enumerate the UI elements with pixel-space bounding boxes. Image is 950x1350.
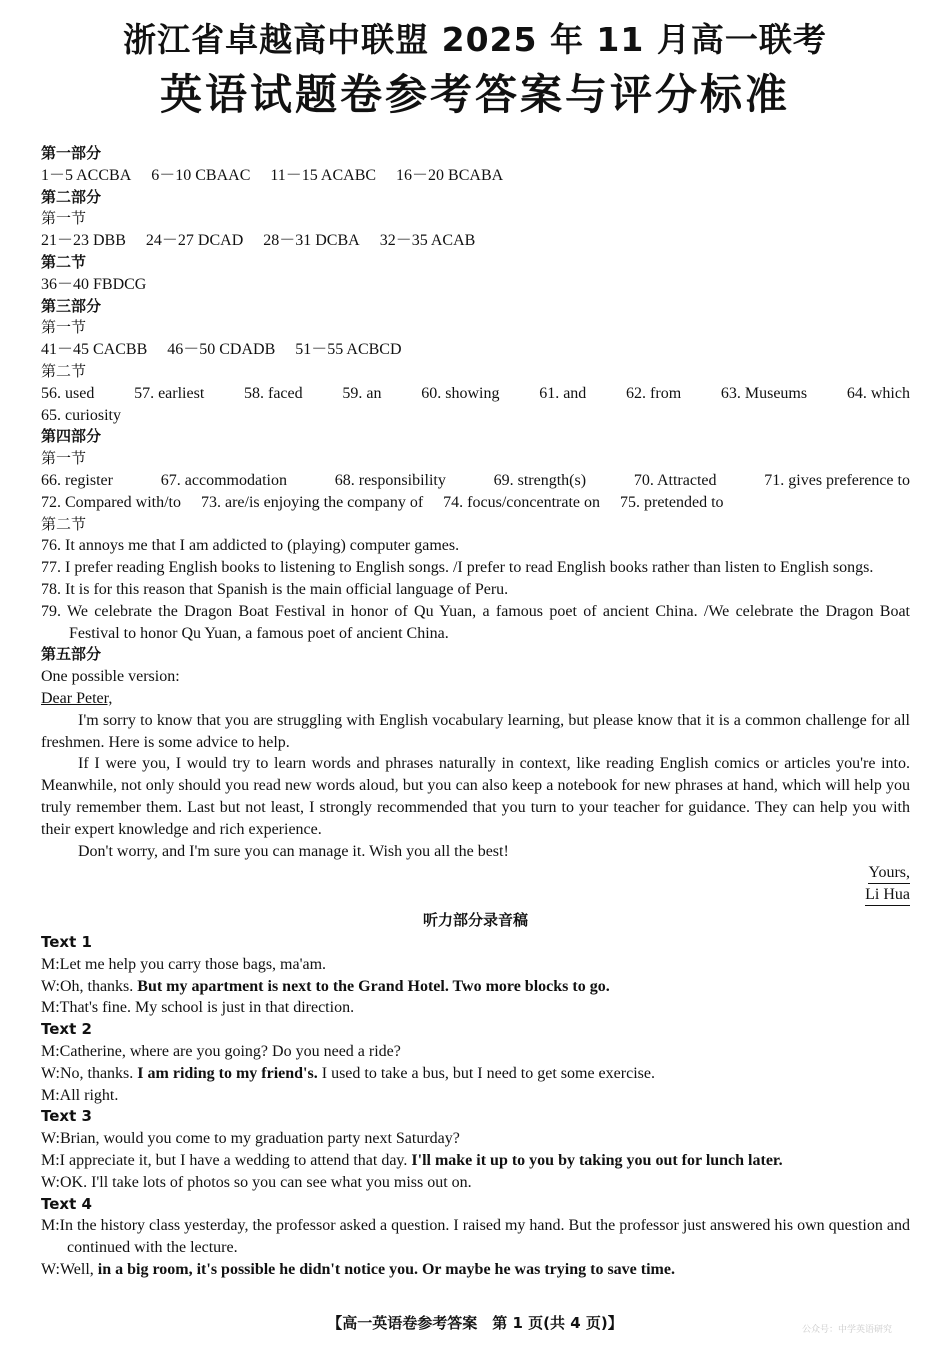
answer-item: 74. focus/concentrate on — [443, 493, 600, 511]
answer-group: 28－31 DCBA — [263, 232, 360, 250]
dialogue-key-text: I am riding to my friend's. — [137, 1064, 318, 1082]
translation-answer: 77. I prefer reading English books to listening to English songs. /I prefer to read English books rather than listen to English songs. — [41, 559, 874, 577]
answer-item: 73. are/is enjoying the company of — [200, 493, 424, 511]
text1-label: Text 1 — [41, 933, 92, 952]
answer-item: 71. gives preference to — [764, 471, 910, 489]
letter-paragraph: If I were you, I would try to learn words and phrases naturally in context, like reading English comics or articles you're into. Meanwhile, not only should you read new words aloud, but you can also keep a notebook for new phrases at hand, which will help you truly remember them. Last but not least, I strongly recommended that you turn to your teacher for guidance. They can help you with their expert knowledge and rich experience. — [41, 755, 910, 838]
part3-section1-label: 第一节 — [41, 318, 87, 337]
dialogue-line — [41, 1150, 910, 1172]
letter-closing — [41, 862, 910, 884]
letter-paragraph: Don't worry, and I'm sure you can manage it. Wish you all the best! — [78, 842, 509, 860]
part5-heading: 第五部分 — [41, 645, 102, 664]
dialogue-text: W:Oh, thanks. — [41, 977, 138, 995]
answer-item: 56. used — [41, 384, 95, 402]
dialogue-text: I used to take a bus, but I need to get some exercise. — [317, 1064, 655, 1082]
part2-section1-label: 第一节 — [41, 209, 87, 228]
part4-section1-row2 — [41, 492, 910, 514]
dialogue-line: M:Let me help you carry those bags, ma'am. — [41, 955, 327, 973]
answer-group: 46－50 CDADB — [167, 341, 276, 359]
answer-key-content — [41, 143, 910, 1281]
letter-salutation: Dear Peter, — [41, 689, 113, 707]
answer-item: 66. register — [41, 471, 113, 489]
dialogue-key-text: But my apartment is next to the Grand Hotel. Two more blocks to go. — [137, 977, 610, 995]
answer-item: 62. from — [626, 384, 682, 402]
dialogue-line — [41, 976, 910, 998]
part2-section2-answers: 36－40 FBDCG — [41, 275, 147, 293]
answer-item: 64. which — [846, 384, 910, 402]
answer-item: 60. showing — [421, 384, 500, 402]
dialogue-line: M:In the history class yesterday, the professor asked a question. I raised my hand. But the professor just answered his own question and continued with the lecture. — [41, 1217, 910, 1257]
part2-heading: 第二部分 — [41, 187, 102, 206]
part2-section1-answers — [41, 230, 910, 252]
dialogue-key-text: in a big room, it's possible he didn't notice you. Or maybe he was trying to save time. — [97, 1261, 675, 1279]
answer-group: 6－10 CBAAC — [151, 166, 251, 184]
part4-section2-label: 第二节 — [41, 514, 87, 533]
text4-label: Text 4 — [41, 1194, 92, 1213]
answer-item: 59. an — [342, 384, 382, 402]
part3-heading: 第三部分 — [41, 296, 102, 315]
answer-group: 41－45 CACBB — [41, 341, 148, 359]
answer-group: 32－35 ACAB — [379, 232, 476, 250]
dialogue-line: W:OK. I'll take lots of photos so you can see what you miss out on. — [41, 1173, 472, 1191]
signature-text: Li Hua — [865, 885, 910, 906]
answer-item: 58. faced — [244, 384, 303, 402]
answer-item: 69. strength(s) — [493, 471, 587, 489]
dialogue-line: M:Catherine, where are you going? Do you need a ride? — [41, 1043, 401, 1061]
part4-section1-label: 第一节 — [41, 449, 87, 468]
dialogue-line — [41, 1259, 910, 1281]
answer-group: 11－15 ACABC — [270, 166, 377, 184]
part4-section1-row1 — [41, 470, 910, 492]
answer-item: 65. curiosity — [41, 406, 121, 424]
document-subtitle: 英语试题卷参考答案与评分标准 — [159, 70, 790, 119]
part2-section2-label: 第二节 — [41, 252, 87, 271]
translation-answer: 76. It annoys me that I am addicted to (playing) computer games. — [41, 537, 460, 555]
dialogue-text: W:Well, — [41, 1261, 98, 1279]
dialogue-line: M:All right. — [41, 1086, 119, 1104]
answer-group: 24－27 DCAD — [145, 232, 244, 250]
answer-item: 63. Museums — [720, 384, 808, 402]
dialogue-line — [41, 1063, 910, 1085]
translation-answer: 78. It is for this reason that Spanish is the main official language of Peru. — [41, 580, 509, 598]
answer-group: 21－23 DBB — [41, 232, 126, 250]
translation-answer: 79. We celebrate the Dragon Boat Festival in honor of Qu Yuan, a famous poet of ancient China. /We celebrate the Dragon Boat Festival to honor Qu Yuan, a famous poet of ancient China. — [41, 602, 910, 642]
answer-item: 61. and — [539, 384, 587, 402]
answer-item: 67. accommodation — [160, 471, 287, 489]
dialogue-line: M:That's fine. My school is just in that direction. — [41, 999, 355, 1017]
answer-item: 70. Attracted — [633, 471, 717, 489]
answer-group: 16－20 BCABA — [396, 166, 504, 184]
page-footer: 【高一英语卷参考答案 第 1 页(共 4 页)】 — [327, 1314, 623, 1332]
document-title: 浙江省卓越高中联盟 2025 年 11 月高一联考 — [123, 20, 827, 59]
answer-group: 1－5 ACCBA — [41, 166, 132, 184]
letter-paragraph: I'm sorry to know that you are struggling with English vocabulary learning, but please know that it is a common challenge for all freshmen. Here is some advice to help. — [41, 711, 910, 751]
essay-intro: One possible version: — [41, 668, 180, 686]
part3-section1-answers — [41, 339, 910, 361]
listening-heading: 听力部分录音稿 — [422, 911, 528, 930]
dialogue-text: M:I appreciate it, but I have a wedding to attend that day. — [41, 1152, 412, 1170]
part4-heading: 第四部分 — [41, 427, 102, 446]
text3-label: Text 3 — [41, 1107, 92, 1126]
part3-section2-label: 第二节 — [41, 361, 87, 380]
answer-item: 75. pretended to — [619, 493, 724, 511]
dialogue-line: W:Brian, would you come to my graduation party next Saturday? — [41, 1130, 460, 1148]
answer-group: 51－55 ACBCD — [295, 341, 402, 359]
answer-item: 72. Compared with/to — [41, 493, 181, 511]
part3-section2-answers — [41, 383, 910, 405]
answer-item: 57. earliest — [134, 384, 205, 402]
dialogue-key-text: I'll make it up to you by taking you out for lunch later. — [411, 1152, 783, 1170]
dialogue-text: W:No, thanks. — [41, 1064, 138, 1082]
letter-signature — [41, 884, 910, 906]
text2-label: Text 2 — [41, 1020, 92, 1039]
part1-answers — [41, 165, 910, 187]
watermark: 公众号：中学英语研究 — [802, 1325, 893, 1335]
closing-text: Yours, — [868, 863, 910, 884]
part1-heading: 第一部分 — [41, 144, 102, 162]
answer-item: 68. responsibility — [334, 471, 446, 489]
